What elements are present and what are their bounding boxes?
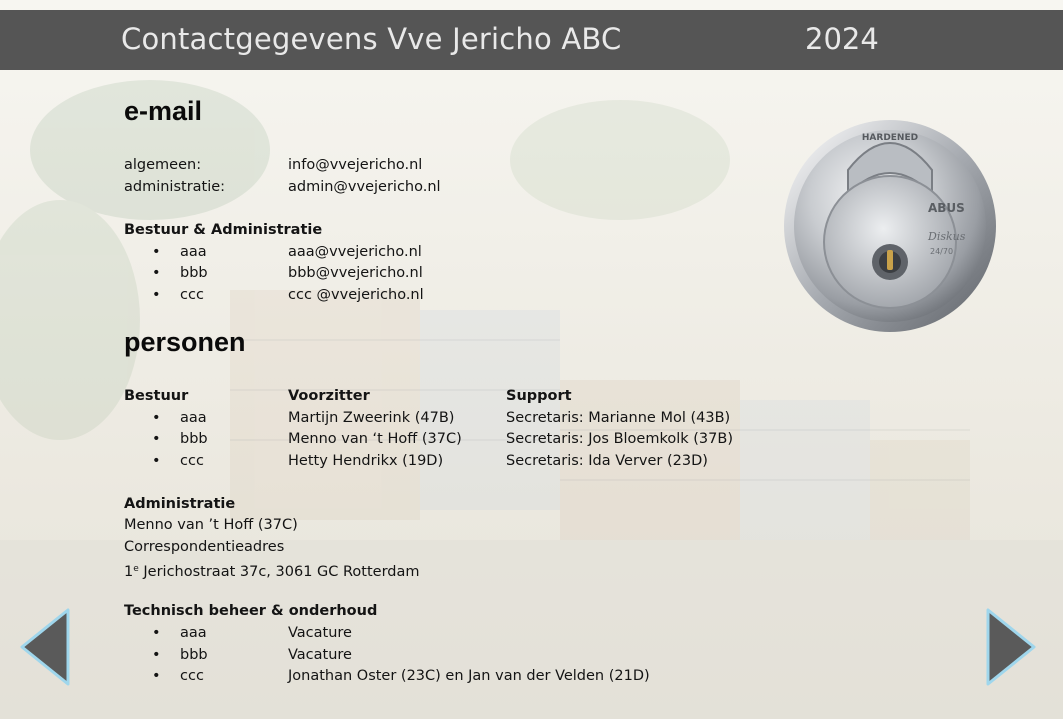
board-name: ccc [180,287,204,303]
board-name: bbb [180,265,208,281]
tech-value: Vacature [288,625,352,641]
tech-name: bbb [180,647,208,663]
header-bar [0,10,1063,70]
admin-address-label: Correspondentieadres [124,539,285,555]
col-voorzitter: Voorzitter [288,388,370,404]
bullet: • [152,647,161,663]
bullet: • [152,287,161,303]
lock-model-num: 24/70 [930,247,954,256]
row-name: ccc [180,453,204,469]
address-number: 1 [124,564,134,580]
bullet: • [152,625,161,641]
row-chair: Martijn Zweerink (47B) [288,410,455,426]
email-address: admin@vvejericho.nl [288,179,441,195]
row-name: bbb [180,431,208,447]
lock-brand: ABUS [928,201,965,215]
admin-heading: Administratie [124,496,236,512]
triangle-left-icon[interactable] [18,606,74,688]
email-heading: e-mail [124,96,203,126]
email-label: algemeen: [124,157,202,173]
col-bestuur: Bestuur [124,388,189,404]
bullet: • [152,410,161,426]
padlock-image [778,110,1002,334]
row-chair: Hetty Hendrikx (19D) [288,453,444,469]
tech-heading: Technisch beheer & onderhoud [124,603,378,619]
row-name: aaa [180,410,207,426]
board-email: aaa@vvejericho.nl [288,244,422,260]
bullet: • [152,431,161,447]
board-heading: Bestuur & Administratie [124,222,323,238]
tech-name: ccc [180,668,204,684]
board-name: aaa [180,244,207,260]
address-ordinal: e [133,564,139,574]
triangle-right-icon[interactable] [982,606,1038,688]
bullet: • [152,453,161,469]
personen-heading: personen [124,327,246,357]
page-title: Contactgegevens Vve Jericho ABC [121,22,622,56]
col-support: Support [506,388,572,404]
address-street: Jerichostraat 37c, 3061 GC Rotterdam [138,564,420,580]
row-support: Secretaris: Ida Verver (23D) [506,453,708,469]
lock-label: HARDENED [861,133,919,143]
bullet: • [152,265,161,281]
email-label: administratie: [124,179,226,195]
row-support: Secretaris: Marianne Mol (43B) [506,410,731,426]
bullet: • [152,244,161,260]
tech-name: aaa [180,625,207,641]
admin-name: Menno van ’t Hoff (37C) [124,517,298,533]
row-chair: Menno van ‘t Hoff (37C) [288,431,462,447]
email-address: info@vvejericho.nl [288,157,423,173]
lock-model: Diskus [928,230,966,243]
admin-address [124,560,420,581]
tech-value: Vacature [288,647,352,663]
board-email: bbb@vvejericho.nl [288,265,423,281]
board-email: ccc @vvejericho.nl [288,287,424,303]
bullet: • [152,668,161,684]
row-support: Secretaris: Jos Bloemkolk (37B) [506,431,733,447]
page-year: 2024 [805,22,879,56]
tech-value: Jonathan Oster (23C) en Jan van der Velden (21D) [288,668,650,684]
